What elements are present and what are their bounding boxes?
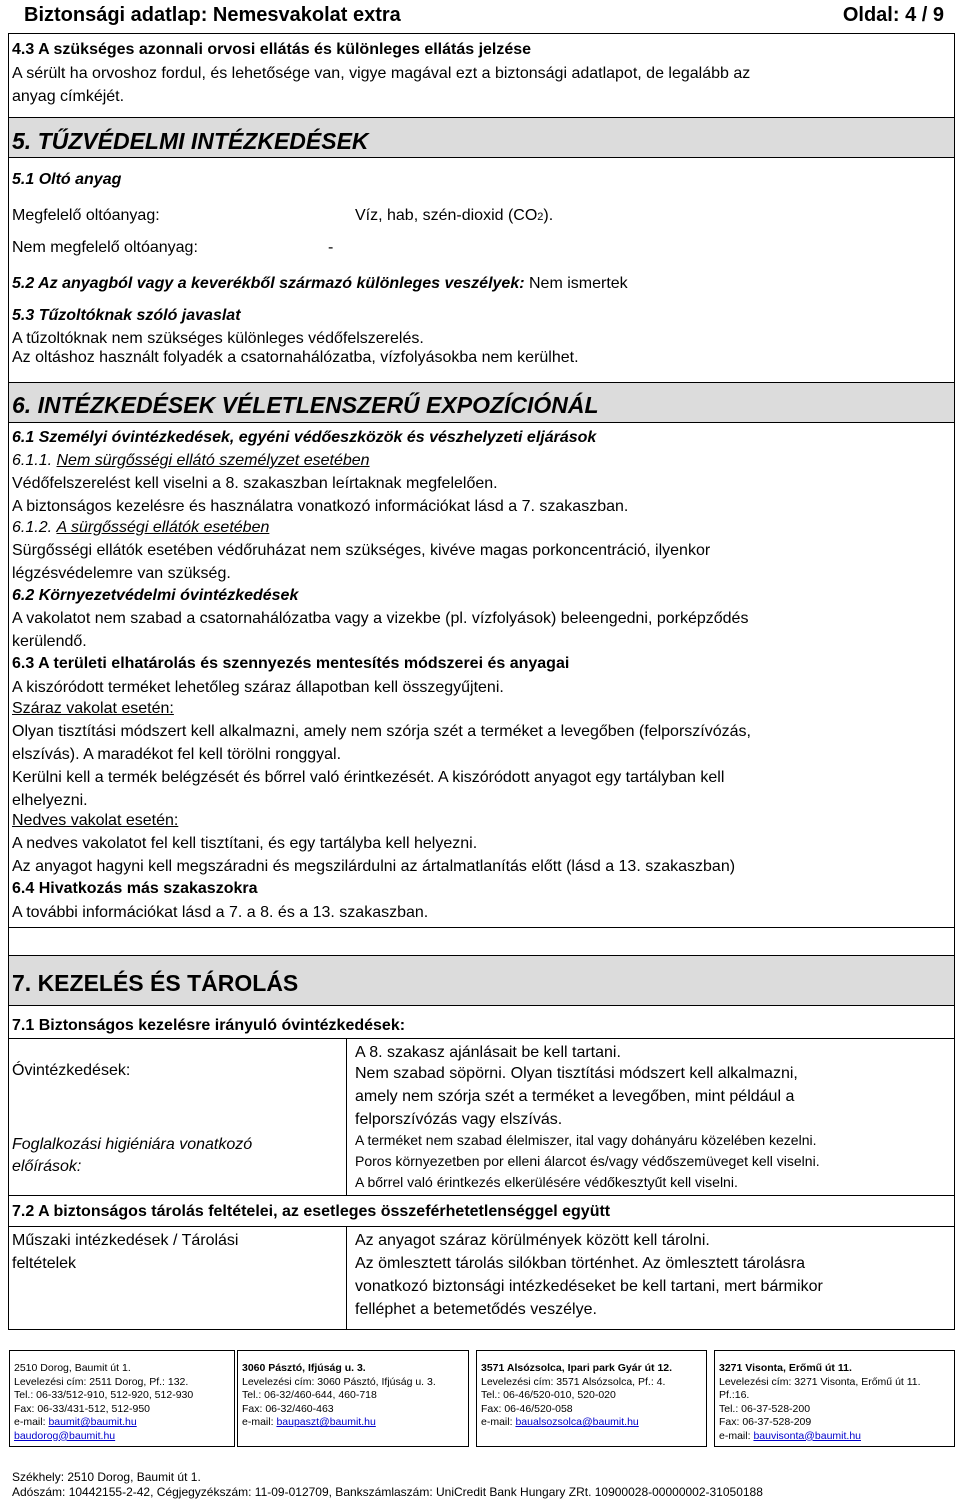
section-6-3-title: 6.3 A területi elhatárolás és szennyezés mentesítés módszerei és anyagai — [12, 655, 570, 672]
section-5-2-title: 5.2 Az anyagból vagy a keverékből származó különleges veszélyek: — [12, 275, 525, 292]
subsection-6-1-2 — [12, 518, 269, 537]
page-header — [8, 0, 952, 30]
footer-line: Tel.: 06-46/520-010, 520-020 — [481, 1389, 616, 1401]
section-5-1-title: 5.1 Oltó anyag — [12, 171, 122, 188]
section-4-3-title: 4.3 A szükséges azonnali orvosi ellátás és különleges ellátás jelzése — [12, 41, 532, 58]
text-line: amely nem szórja szét a terméket a levegőben, mint például a — [355, 1088, 795, 1105]
footer-line: Tel.: 06-37-528-200 — [719, 1402, 811, 1415]
email-link[interactable]: baualsozsolca@baumit.hu — [515, 1416, 639, 1428]
unsuitable-agent-value: - — [328, 239, 334, 256]
footer-email-line — [242, 1416, 436, 1430]
dry-plaster-label: Száraz vakolat esetén: — [12, 700, 174, 717]
suitable-agent-end: ). — [543, 207, 554, 224]
rule — [8, 33, 955, 34]
rule — [8, 117, 955, 118]
email-prefix: e-mail: — [719, 1429, 754, 1442]
rule — [8, 1005, 955, 1006]
text-line: A biztonságos kezelésre és használatra vonatkozó információkat lásd a 7. szakaszban. — [12, 498, 629, 515]
footer-line: Fax: 06-46/520-058 — [481, 1402, 573, 1415]
table-divider — [346, 1038, 347, 1195]
footer-line: Levelezési cím: 2511 Dorog, Pf.: 132. — [14, 1375, 189, 1388]
email-link[interactable]: baupaszt@baumit.hu — [276, 1416, 376, 1428]
hygiene-label-line2: előírások: — [12, 1158, 82, 1175]
text-line: A nedves vakolatot fel kell tisztítani, és egy tartályba kell helyezni. — [12, 835, 478, 852]
text-line: Az anyagot száraz körülmények között kell tárolni. — [355, 1232, 710, 1249]
footer-line: Fax: 06-33/431-512, 512-950 — [14, 1402, 151, 1415]
footer-tax: Adószám: 10442155-2-42, Cégjegyzékszám: 11-09-012709, Bankszámlaszám: UniCredit Bank Hungary ZRt. 10900028-00000002-31050188 — [12, 1485, 763, 1499]
subsection-title: Nem sürgősségi ellátó személyzet esetében — [56, 452, 370, 469]
rule — [8, 927, 955, 928]
footer-alsozsolca — [481, 1362, 672, 1430]
section-5-3-title: 5.3 Tűzoltóknak szóló javaslat — [12, 307, 241, 324]
text-line: A terméket nem szabad élelmiszer, ital vagy dohányáru közelében kezelni. — [355, 1132, 817, 1148]
section-5-2 — [12, 274, 628, 293]
text-line: A 8. szakasz ajánlásait be kell tartani. — [355, 1044, 621, 1061]
email-prefix: e-mail: — [242, 1416, 277, 1428]
email-link[interactable]: baumit@baumit.hu — [48, 1416, 137, 1428]
text-line: vonatkozó biztonsági intézkedéseket be kell tartani, mert bármikor — [355, 1278, 823, 1295]
text-line: Kerülni kell a termék belégzését és bőrrel való érintkezését. A kiszóródott anyagot egy tartályban kell — [12, 769, 725, 786]
text-line: A további információkat lásd a 7. a 8. és a 13. szakaszban. — [12, 904, 429, 921]
rule — [8, 422, 955, 423]
footer-line: Fax: 06-37-528-209 — [719, 1416, 812, 1428]
hygiene-label-line1: Foglalkozási higiéniára vonatkozó — [12, 1136, 253, 1153]
footer-line: 3271 Visonta, Erőmű út 11. — [719, 1362, 852, 1374]
text-line: légzésvédelemre van szükség. — [12, 565, 231, 582]
rule — [8, 1038, 955, 1039]
footer-paszto — [242, 1362, 436, 1430]
footer-line: Fax: 06-32/460-463 — [242, 1402, 334, 1415]
text-line: A vakolatot nem szabad a csatornahálózatba vagy a vizekbe (pl. vízfolyások) beleengedni, porképződés — [12, 610, 749, 627]
rule — [8, 157, 955, 158]
text-line: elhelyezni. — [12, 792, 88, 809]
footer-line: 3060 Pásztó, Ifjúság u. 3. — [242, 1362, 366, 1374]
suitable-agent-text: Víz, hab, szén-dioxid (CO — [355, 207, 538, 224]
subsection-number: 6.1.1. — [12, 452, 53, 469]
wet-plaster-label: Nedves vakolat esetén: — [12, 812, 179, 829]
footer-visonta — [719, 1362, 921, 1443]
text-line: Az ömlesztett tárolás silókban történhet. Az ömlesztett tárolásra — [355, 1255, 805, 1272]
text-line: Az oltáshoz használt folyadék a csatornahálózatba, vízfolyásokba nem kerülhet. — [12, 349, 579, 366]
text-line: anyag címkéjét. — [12, 88, 125, 105]
text-line: A sérült ha orvoshoz fordul, és lehetősége van, vigye magával ezt a biztonsági adatlapot, de legalább az — [12, 65, 751, 82]
text-line: Sürgősségi ellátók esetében védőruházat nem szükséges, kivéve magas porkoncentráció, ilyenkor — [12, 542, 711, 559]
text-line: Az anyagot hagyni kell megszáradni és megszilárdulni az ártalmatlanítás előtt (lásd a 13. szakaszban) — [12, 858, 736, 875]
text-line: felléphet a betemetődés veszélye. — [355, 1301, 597, 1318]
text-line: elszívás). A maradékot fel kell törölni ronggyal. — [12, 746, 342, 763]
footer-line: Levelezési cím: 3060 Pásztó, Ifjúság u. 3. — [242, 1375, 436, 1388]
document-title: Biztonsági adatlap: Nemesvakolat extra — [24, 4, 401, 26]
suitable-agent-label: Megfelelő oltóanyag: — [12, 207, 160, 224]
table-divider — [346, 1226, 347, 1329]
text-line: Olyan tisztítási módszert kell alkalmazni, amely nem szórja szét a terméket a levegőben (felporszívózás, — [12, 723, 751, 740]
text-line: Nem szabad söpörni. Olyan tisztítási módszert kell alkalmazni, — [355, 1065, 798, 1082]
footer-line: 3571 Alsózsolca, Ipari park Gyár út 12. — [481, 1362, 673, 1374]
section-6-heading: 6. INTÉZKEDÉSEK VÉLETLENSZERŰ EXPOZÍCIÓNÁL — [12, 392, 599, 418]
section-6-2-title: 6.2 Környezetvédelmi óvintézkedések — [12, 587, 299, 604]
text-line: kerülendő. — [12, 633, 87, 650]
footer-dorog — [14, 1362, 193, 1443]
email-link[interactable]: baudorog@baumit.hu — [14, 1429, 116, 1442]
email-link[interactable]: bauvisonta@baumit.hu — [753, 1429, 861, 1442]
rule — [8, 1195, 955, 1196]
rule — [8, 955, 955, 956]
text-line: Poros környezetben por elleni álarcot és/vagy védőszemüveget kell viselni. — [355, 1153, 820, 1169]
email-prefix: e-mail: — [481, 1416, 516, 1428]
text-line: felporszívózás vagy elszívás. — [355, 1111, 563, 1128]
technical-label-line2: feltételek — [12, 1255, 77, 1272]
section-5-2-value: Nem ismertek — [529, 275, 628, 292]
co2-subscript: 2 — [537, 211, 544, 223]
email-prefix: e-mail: — [14, 1416, 49, 1428]
footer-email-line — [481, 1416, 672, 1430]
suitable-agent-value — [355, 206, 553, 227]
section-6-4-title: 6.4 Hivatkozás más szakaszokra — [12, 880, 258, 897]
footer-line: Tel.: 06-32/460-644, 460-718 — [242, 1389, 377, 1401]
unsuitable-agent-label: Nem megfelelő oltóanyag: — [12, 239, 198, 256]
footer-line: Levelezési cím: 3271 Visonta, Erőmű út 11. — [719, 1375, 921, 1388]
footer-email-line — [719, 1430, 921, 1444]
technical-label-line1: Műszaki intézkedések / Tárolási — [12, 1232, 239, 1249]
footer-line: Pf.:16. — [719, 1389, 750, 1401]
rule — [8, 382, 955, 383]
text-line: A bőrrel való érintkezés elkerülésére védőkesztyűt kell viselni. — [355, 1174, 738, 1190]
section-6-1-title: 6.1 Személyi óvintézkedések, egyéni védőeszközök és vészhelyzeti eljárások — [12, 429, 597, 446]
subsection-6-1-1 — [12, 451, 370, 470]
section-5-heading: 5. TŰZVÉDELMI INTÉZKEDÉSEK — [12, 128, 369, 154]
text-line: Védőfelszerelést kell viselni a 8. szakaszban leírtaknak megfelelően. — [12, 475, 498, 492]
subsection-number: 6.1.2. — [12, 519, 53, 536]
page-number: Oldal: 4 / 9 — [842, 4, 944, 26]
rule — [8, 1329, 955, 1330]
rule — [8, 1226, 955, 1227]
footer-email-line — [14, 1416, 193, 1430]
footer-line: Levelezési cím: 3571 Alsózsolca, Pf.: 4. — [481, 1375, 666, 1388]
section-7-heading: 7. KEZELÉS ÉS TÁROLÁS — [12, 970, 299, 996]
footer-seat: Székhely: 2510 Dorog, Baumit út 1. — [12, 1470, 201, 1484]
section-7-2-title: 7.2 A biztonságos tárolás feltételei, az esetleges összeférhetetlenséggel együtt — [12, 1203, 611, 1220]
subsection-title: A sürgősségi ellátók esetében — [56, 519, 270, 536]
precautions-label: Óvintézkedések: — [12, 1062, 131, 1079]
footer-line: 2510 Dorog, Baumit út 1. — [14, 1362, 131, 1374]
text-line: A tűzoltóknak nem szükséges különleges védőfelszerelés. — [12, 330, 424, 347]
section-7-1-title: 7.1 Biztonságos kezelésre irányuló óvintézkedések: — [12, 1017, 406, 1034]
text-line: A kiszóródott terméket lehetőleg száraz állapotban kell összegyűjteni. — [12, 679, 504, 696]
footer-line: Tel.: 06-33/512-910, 512-920, 512-930 — [14, 1389, 194, 1401]
